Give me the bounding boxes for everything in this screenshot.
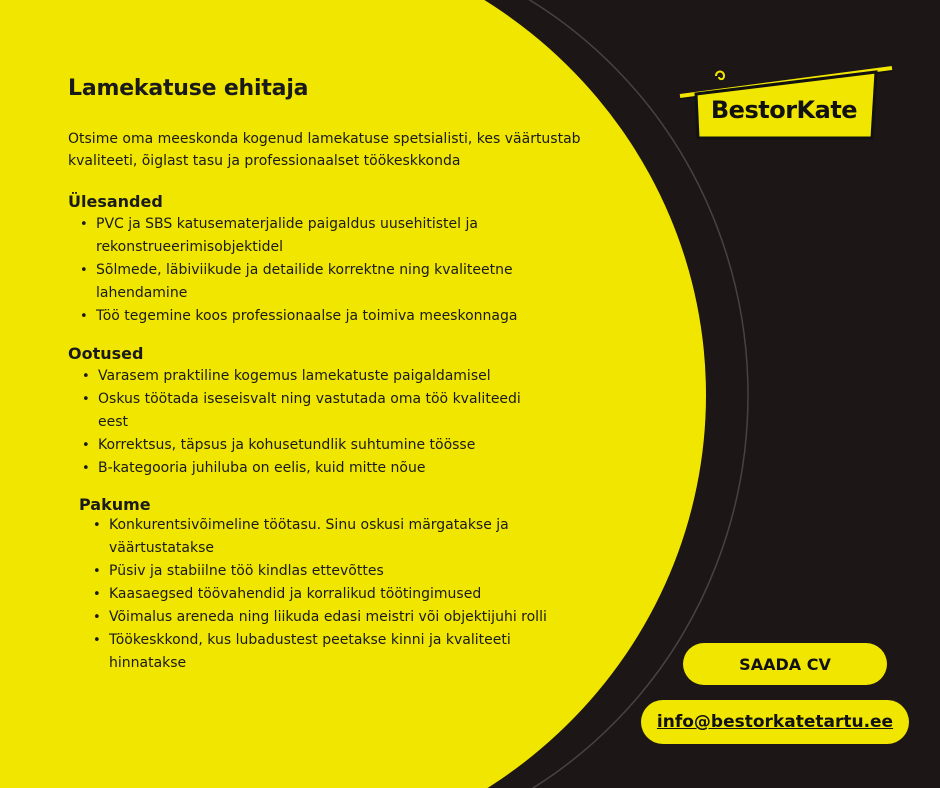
logo-text: BestorKate bbox=[710, 96, 858, 124]
list-item: • Oskus töötada iseseisvalt ning vastutada oma töö kvaliteedi eest bbox=[82, 388, 522, 434]
list-item: • B-kategooria juhiluba on eelis, kuid mitte nõue bbox=[82, 457, 522, 480]
section-title-expectations: Ootused bbox=[68, 344, 144, 363]
page-title: Lamekatuse ehitaja bbox=[68, 76, 309, 101]
section-title-tasks: Ülesanded bbox=[68, 192, 163, 211]
list-item: • Korrektsus, täpsus ja kohusetundlik suhtumine töösse bbox=[82, 434, 522, 457]
send-cv-button[interactable]: SAADA CV bbox=[683, 643, 887, 685]
intro-text: Otsime oma meeskonda kogenud lamekatuse spetsialisti, kes väärtustab kvaliteeti, õiglast tasu ja professionaalset töökeskkonda bbox=[68, 131, 581, 169]
tasks-list bbox=[80, 213, 550, 328]
list-item: • Püsiv ja stabiilne töö kindlas ettevõttes bbox=[93, 560, 563, 583]
list-item: • Sõlmede, läbiviikude ja detailide korrektne ning kvaliteetne lahendamine bbox=[80, 259, 550, 305]
expectations-list bbox=[82, 365, 522, 480]
list-item: • Varasem praktiline kogemus lamekatuste paigaldamisel bbox=[82, 365, 522, 388]
list-item: • Töökeskkond, kus lubadustest peetakse kinni ja kvaliteeti hinnatakse bbox=[93, 629, 563, 675]
list-item: • Võimalus areneda ning liikuda edasi meistri või objektijuhi rolli bbox=[93, 606, 563, 629]
section-title-offers: Pakume bbox=[79, 495, 151, 514]
email-link[interactable]: info@bestorkatetartu.ee bbox=[641, 700, 909, 744]
list-item: • Kaasaegsed töövahendid ja korralikud töötingimused bbox=[93, 583, 563, 606]
list-item: • Konkurentsivõimeline töötasu. Sinu oskusi märgatakse ja väärtustatakse bbox=[93, 514, 563, 560]
list-item: • PVC ja SBS katusematerjalide paigaldus uusehitistel ja rekonstrueerimisobjektidel bbox=[80, 213, 550, 259]
offers-list bbox=[93, 514, 563, 675]
list-item: • Töö tegemine koos professionaalse ja toimiva meeskonnaga bbox=[80, 305, 550, 328]
